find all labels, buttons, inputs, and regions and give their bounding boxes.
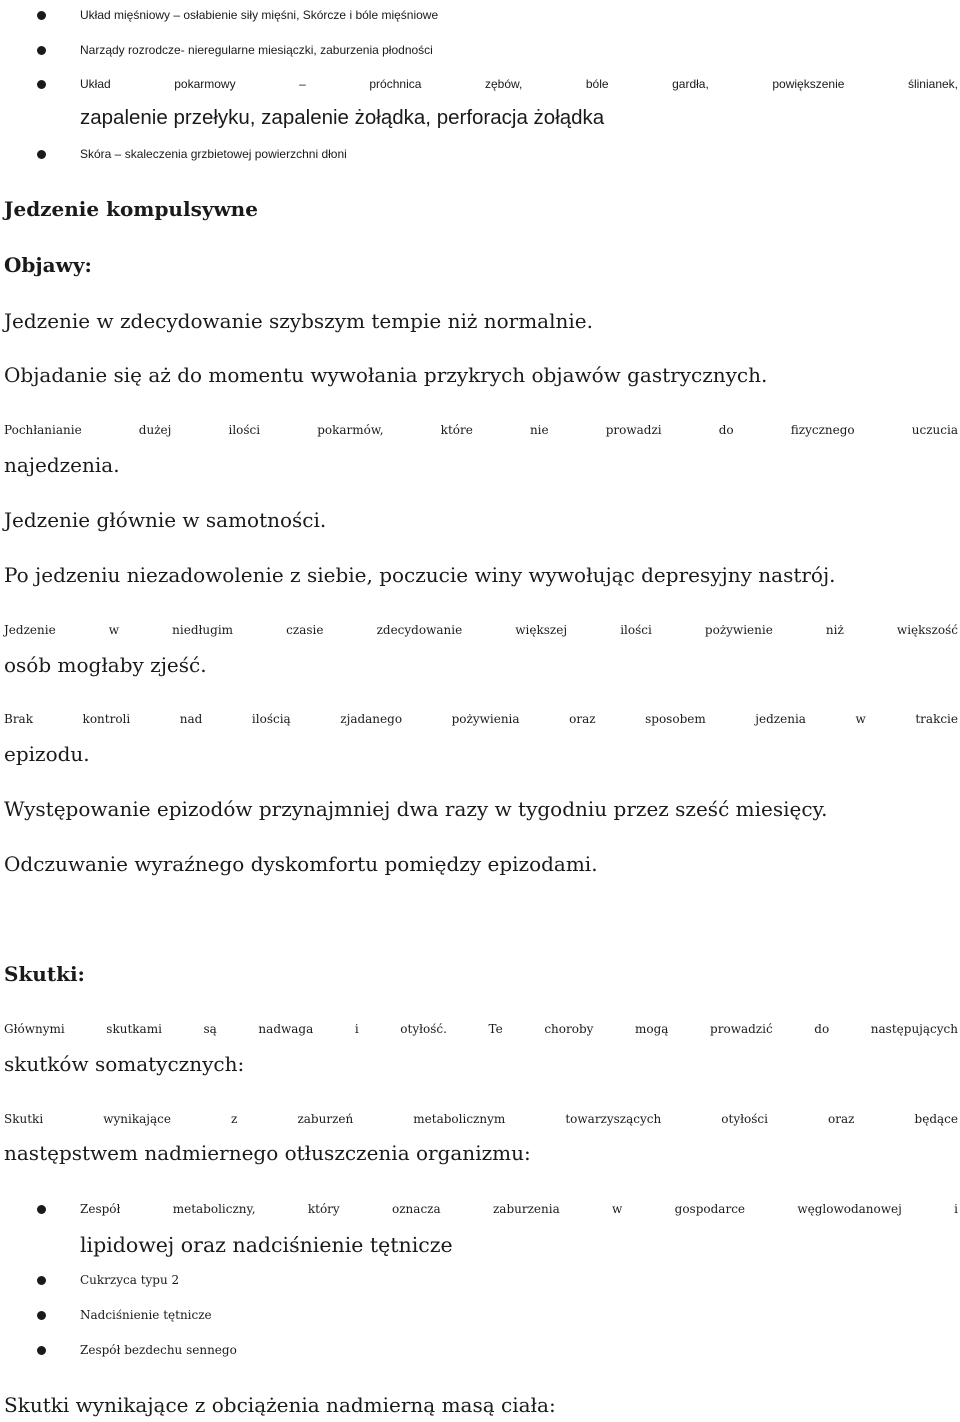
section-subheading: Objawy:	[4, 253, 92, 277]
list-item-text: Narządy rozrodcze- nieregularne miesiączki, zaburzenia płodności	[80, 43, 433, 57]
bullet-icon	[37, 150, 46, 159]
bullet-icon	[37, 11, 46, 20]
paragraph-line: Jedzenie głównie w samotności.	[4, 508, 327, 532]
list-item-text: Zespół bezdechu sennego	[80, 1343, 237, 1357]
paragraph-line: Objadanie się aż do momentu wywołania przykrych objawów gastrycznych.	[4, 363, 768, 387]
paragraph-line: osób mogłaby zjeść.	[4, 653, 207, 677]
list-item	[0, 1302, 960, 1328]
bullet-icon	[37, 80, 46, 89]
paragraph-line: Brak kontroli nad ilością zjadanego pożywienia oraz sposobem jedzenia w trakcie	[4, 712, 958, 726]
bullet-icon	[37, 46, 46, 55]
bullet-icon	[37, 1276, 46, 1285]
list-item	[0, 1267, 960, 1293]
paragraph-line: Pochłanianie dużej ilości pokarmów, które nie prowadzi do fizycznego uczucia	[4, 423, 958, 437]
paragraph-line: Skutki wynikające z zaburzeń metabolicznym towarzyszących otyłości oraz będące	[4, 1112, 958, 1126]
bullet-icon	[37, 1311, 46, 1320]
list-item	[0, 71, 960, 97]
list-item-text: Zespół metaboliczny, który oznacza zaburzenia w gospodarce węglowodanowej i	[80, 1202, 958, 1216]
list-item	[0, 2, 960, 28]
paragraph-line: skutków somatycznych:	[4, 1052, 245, 1076]
list-item-continuation: lipidowej oraz nadciśnienie tętnicze	[80, 1233, 453, 1257]
list-item	[0, 37, 960, 63]
list-item-text: Układ pokarmowy – próchnica zębów, bóle gardła, powiększenie ślinianek,	[80, 77, 958, 91]
paragraph-line: Odczuwanie wyraźnego dyskomfortu pomiędzy epizodami.	[4, 852, 598, 876]
paragraph-line: Występowanie epizodów przynajmniej dwa razy w tygodniu przez sześć miesięcy.	[4, 797, 828, 821]
bullet-icon	[37, 1205, 46, 1214]
list-item	[0, 1196, 960, 1222]
section-heading: Jedzenie kompulsywne	[4, 197, 258, 221]
paragraph-line: Głównymi skutkami są nadwaga i otyłość. Te choroby mogą prowadzić do następujących	[4, 1022, 958, 1036]
list-item-text: Skóra – skaleczenia grzbietowej powierzchni dłoni	[80, 147, 347, 161]
list-item	[0, 1337, 960, 1363]
list-item	[0, 141, 960, 167]
list-item-text: Cukrzyca typu 2	[80, 1273, 180, 1287]
paragraph-line: Jedzenie w zdecydowanie szybszym tempie niż normalnie.	[4, 309, 593, 333]
section-heading: Skutki:	[4, 962, 85, 986]
list-item-text: Nadciśnienie tętnicze	[80, 1308, 212, 1322]
paragraph-line: Po jedzeniu niezadowolenie z siebie, poczucie winy wywołując depresyjny nastrój.	[4, 563, 836, 587]
paragraph-line: epizodu.	[4, 742, 90, 766]
bullet-icon	[37, 1346, 46, 1355]
list-item-text: Układ mięśniowy – osłabienie siły mięśni, Skórcze i bóle mięśniowe	[80, 8, 439, 22]
paragraph-line: następstwem nadmiernego otłuszczenia organizmu:	[4, 1141, 531, 1165]
paragraph-line: Jedzenie w niedługim czasie zdecydowanie większej ilości pożywienie niż większość	[4, 623, 958, 637]
paragraph-line: Skutki wynikające z obciążenia nadmierną masą ciała:	[4, 1393, 556, 1417]
paragraph-line: najedzenia.	[4, 453, 120, 477]
list-item-continuation: zapalenie przełyku, zapalenie żołądka, perforacja żołądka	[80, 106, 605, 129]
